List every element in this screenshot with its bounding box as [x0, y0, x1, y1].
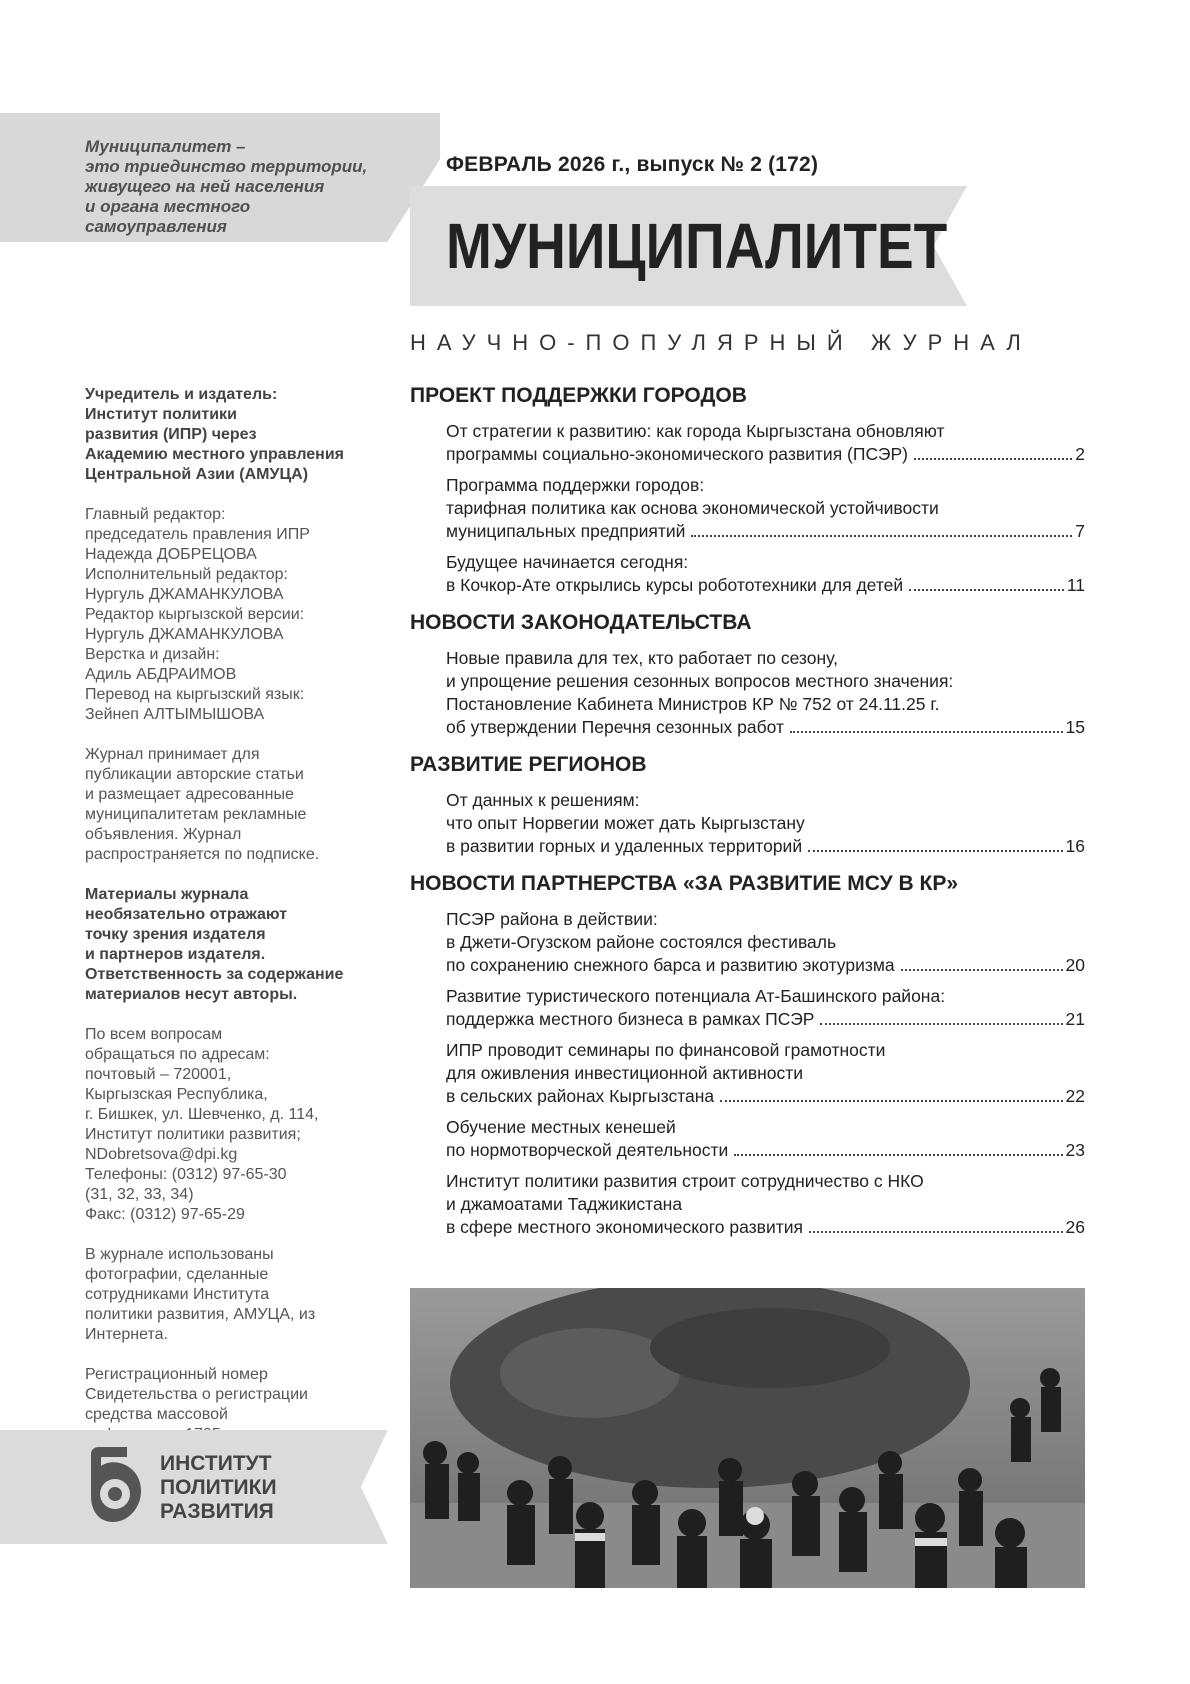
toc-section	[410, 753, 1085, 858]
imprint-column	[85, 385, 385, 1485]
imprint-line: точку зрения издателя	[85, 926, 266, 943]
imprint-line: Нургуль ДЖАМАНКУЛОВА	[85, 626, 284, 643]
toc-entry-title-line: в Кочкор-Ате открылись курсы робототехники для детей	[446, 575, 904, 595]
imprint-line: обращаться по адресам:	[85, 1046, 270, 1063]
toc-entry[interactable]	[446, 1039, 1085, 1108]
toc-entry[interactable]	[446, 420, 1085, 466]
imprint-line: (31, 32, 33, 34)	[85, 1186, 194, 1203]
toc-entry-title-line: Обучение местных кенешей	[446, 1117, 676, 1137]
toc-section	[410, 872, 1085, 1239]
toc-dot-leader	[734, 1154, 1062, 1156]
toc-entry-title-line: Будущее начинается сегодня:	[446, 552, 689, 572]
toc-page-number: 20	[1065, 955, 1085, 975]
toc-entry-title-line: Новые правила для тех, кто работает по сезону,	[446, 648, 838, 668]
tagline-line: и органа местного	[85, 197, 251, 216]
toc-items	[446, 647, 1085, 739]
toc-entry-last-line	[446, 1085, 1085, 1108]
imprint-line: политики развития, АМУЦА, из	[85, 1306, 316, 1323]
imprint-line: Регистрационный номер	[85, 1366, 268, 1383]
tagline-line: живущего на ней населения	[85, 177, 325, 196]
imprint-line: публикации авторские статьи	[85, 766, 304, 783]
imprint-line: Центральной Азии (АМУЦА)	[85, 466, 309, 483]
imprint-line: г. Бишкек, ул. Шевченко, д. 114,	[85, 1106, 319, 1123]
toc-dot-leader	[808, 850, 1062, 852]
toc-dot-leader	[909, 589, 1064, 591]
toc-dot-leader	[691, 535, 1072, 537]
imprint-line: развития (ИПР) через	[85, 426, 257, 443]
toc-section-heading: НОВОСТИ ЗАКОНОДАТЕЛЬСТВА	[410, 611, 752, 634]
imprint-line: и партнеров издателя.	[85, 946, 266, 963]
toc-entry-title-line: Институт политики развития строит сотрудничество с НКО	[446, 1171, 924, 1191]
toc-entry[interactable]	[446, 551, 1085, 597]
imprint-line: средства массовой	[85, 1406, 228, 1423]
toc-items	[446, 908, 1085, 1239]
toc-page-number: 26	[1065, 1217, 1085, 1237]
imprint-contacts	[85, 1025, 385, 1225]
imprint-line: Интернета.	[85, 1326, 168, 1343]
toc-entry-title-line: в сфере местного экономического развития	[446, 1217, 804, 1237]
imprint-line: Академию местного управления	[85, 446, 344, 463]
logo-text-line: РАЗВИТИЯ	[160, 1500, 274, 1523]
imprint-line: Нургуль ДЖАМАНКУЛОВА	[85, 586, 284, 603]
imprint-line: Редактор кыргызской версии:	[85, 606, 305, 623]
toc-section	[410, 384, 1085, 597]
toc-entry-last-line	[446, 1139, 1085, 1162]
imprint-line: Надежда ДОБРЕЦОВА	[85, 546, 257, 563]
toc-entry-title-line: Программа поддержки городов:	[446, 475, 705, 495]
imprint-line: В журнале использованы	[85, 1246, 274, 1263]
imprint-line: Факс: (0312) 97-65-29	[85, 1206, 245, 1223]
group-photo-image	[410, 1288, 1085, 1588]
toc-entry-title-line: ИПР проводит семинары по финансовой грамотности	[446, 1040, 886, 1060]
imprint-line: необязательно отражают	[85, 906, 288, 923]
toc-page-number: 23	[1065, 1140, 1085, 1160]
toc-page-number: 2	[1075, 444, 1085, 464]
toc-entry[interactable]	[446, 985, 1085, 1031]
imprint-line: Ответственность за содержание	[85, 966, 344, 983]
imprint-line: Учредитель и издатель:	[85, 386, 278, 403]
table-of-contents	[410, 384, 1085, 1253]
imprint-line: сотрудниками Института	[85, 1286, 270, 1303]
imprint-line: распространяется по подписке.	[85, 846, 320, 863]
toc-entry-last-line	[446, 954, 1085, 977]
toc-page-number: 16	[1065, 836, 1085, 856]
toc-dot-leader	[720, 1100, 1062, 1102]
toc-entry-title-line: программы социально-экономического развития (ПСЭР)	[446, 444, 908, 464]
imprint-line: Свидетельства о регистрации	[85, 1386, 308, 1403]
toc-dot-leader	[820, 1023, 1062, 1025]
toc-entry-title-line: и упрощение решения сезонных вопросов местного значения:	[446, 671, 954, 691]
imprint-line: Перевод на кыргызский язык:	[85, 686, 305, 703]
tagline	[85, 137, 385, 237]
toc-entry-title-line: в развитии горных и удаленных территорий	[446, 836, 803, 856]
toc-dot-leader	[790, 731, 1063, 733]
imprint-line: Верстка и дизайн:	[85, 646, 220, 663]
toc-dot-leader	[809, 1231, 1063, 1233]
toc-entry-last-line	[446, 716, 1085, 739]
issue-line: ФЕВРАЛЬ 2026 г., выпуск № 2 (172)	[446, 153, 819, 176]
toc-entry-title-line: муниципальных предприятий	[446, 521, 686, 541]
toc-entry-title-line: Развитие туристического потенциала Ат-Башинского района:	[446, 986, 946, 1006]
toc-items	[446, 420, 1085, 597]
toc-entry[interactable]	[446, 647, 1085, 739]
imprint-line: почтовый – 720001,	[85, 1066, 232, 1083]
toc-dot-leader	[901, 969, 1063, 971]
toc-entry-title-line: об утверждении Перечня сезонных работ	[446, 717, 785, 737]
toc-section	[410, 611, 1085, 739]
imprint-disclaimer	[85, 885, 385, 1005]
imprint-line: председатель правления ИПР	[85, 526, 310, 543]
imprint-line: Журнал принимает для	[85, 746, 260, 763]
toc-entry-title-line: тарифная политика как основа экономической устойчивости	[446, 498, 939, 518]
tagline-line: Муниципалитет –	[85, 137, 246, 156]
toc-entry-title-line: в сельских районах Кыргызстана	[446, 1086, 715, 1106]
logo-text	[160, 1452, 277, 1524]
toc-entry-last-line	[446, 1008, 1085, 1031]
toc-entry[interactable]	[446, 1116, 1085, 1162]
imprint-submissions	[85, 745, 385, 865]
imprint-line: Зейнеп АЛТЫМЫШОВА	[85, 706, 265, 723]
toc-page-number: 22	[1065, 1086, 1085, 1106]
toc-entry-last-line	[446, 443, 1085, 466]
imprint-line: Главный редактор:	[85, 506, 226, 523]
toc-entry-title-line: по сохранению снежного барса и развитию экотуризма	[446, 955, 895, 975]
toc-entry-title-line: От стратегии к развитию: как города Кыргызстана обновляют	[446, 421, 945, 441]
toc-entry-title-line: поддержка местного бизнеса в рамках ПСЭР	[446, 1009, 815, 1029]
toc-entry-title-line: ПСЭР района в действии:	[446, 909, 658, 929]
magazine-subtitle: НАУЧНО-ПОПУЛЯРНЫЙ ЖУРНАЛ	[410, 330, 1032, 355]
tagline-line: самоуправления	[85, 217, 227, 236]
toc-entry-title-line: и джамоатами Таджикистана	[446, 1194, 683, 1214]
toc-items	[446, 789, 1085, 858]
imprint-line: NDobretsova@dpi.kg	[85, 1146, 238, 1163]
toc-page-number: 11	[1066, 575, 1085, 595]
toc-entry-last-line	[446, 520, 1085, 543]
toc-entry[interactable]	[446, 474, 1085, 543]
imprint-line: фотографии, сделанные	[85, 1266, 269, 1283]
toc-dot-leader	[914, 458, 1072, 460]
toc-entry-title-line: по нормотворческой деятельности	[446, 1140, 729, 1160]
imprint-line: и размещает адресованные	[85, 786, 294, 803]
imprint-line: Исполнительный редактор:	[85, 566, 288, 583]
logo-text-line: ПОЛИТИКИ	[160, 1476, 277, 1499]
toc-entry[interactable]	[446, 1170, 1085, 1239]
toc-page-number: 7	[1075, 521, 1085, 541]
imprint-line: Адиль АБДРАИМОВ	[85, 666, 237, 683]
imprint-line: муниципалитетам рекламные	[85, 806, 307, 823]
imprint-line: Телефоны: (0312) 97-65-30	[85, 1166, 287, 1183]
institute-logo-icon	[85, 1446, 145, 1526]
toc-entry-last-line	[446, 1216, 1085, 1239]
toc-entry-last-line	[446, 574, 1085, 597]
toc-section-heading: РАЗВИТИЕ РЕГИОНОВ	[410, 753, 647, 776]
toc-entry-title-line: что опыт Норвегии может дать Кыргызстану	[446, 813, 805, 833]
toc-entry-last-line	[446, 835, 1085, 858]
magazine-title: МУНИЦИПАЛИТЕТ	[446, 210, 948, 282]
toc-entry-title-line: для оживления инвестиционной активности	[446, 1063, 804, 1083]
imprint-line: материалов несут авторы.	[85, 986, 298, 1003]
imprint-photos-note	[85, 1245, 385, 1345]
imprint-line: Материалы журнала	[85, 886, 249, 903]
imprint-line: Институт политики	[85, 406, 237, 423]
imprint-line: Кыргызская Республика,	[85, 1086, 268, 1103]
toc-entry-title-line: Постановление Кабинета Министров КР № 752 от 24.11.25 г.	[446, 694, 940, 714]
toc-entry-title-line: в Джети-Огузском районе состоялся фестиваль	[446, 932, 837, 952]
imprint-line: По всем вопросам	[85, 1026, 223, 1043]
toc-section-heading: ПРОЕКТ ПОДДЕРЖКИ ГОРОДОВ	[410, 384, 747, 407]
toc-entry-title-line: От данных к решениям:	[446, 790, 640, 810]
logo-text-line: ИНСТИТУТ	[160, 1452, 272, 1475]
imprint-editors	[85, 505, 385, 725]
imprint-line: Институт политики развития;	[85, 1126, 301, 1143]
toc-page-number: 21	[1065, 1009, 1085, 1029]
imprint-publisher	[85, 385, 385, 485]
toc-entry[interactable]	[446, 789, 1085, 858]
toc-entry[interactable]	[446, 908, 1085, 977]
toc-page-number: 15	[1065, 717, 1085, 737]
tagline-line: это триединство территории,	[85, 157, 368, 176]
imprint-line: объявления. Журнал	[85, 826, 242, 843]
toc-section-heading: НОВОСТИ ПАРТНЕРСТВА «ЗА РАЗВИТИЕ МСУ В КР»	[410, 872, 959, 895]
